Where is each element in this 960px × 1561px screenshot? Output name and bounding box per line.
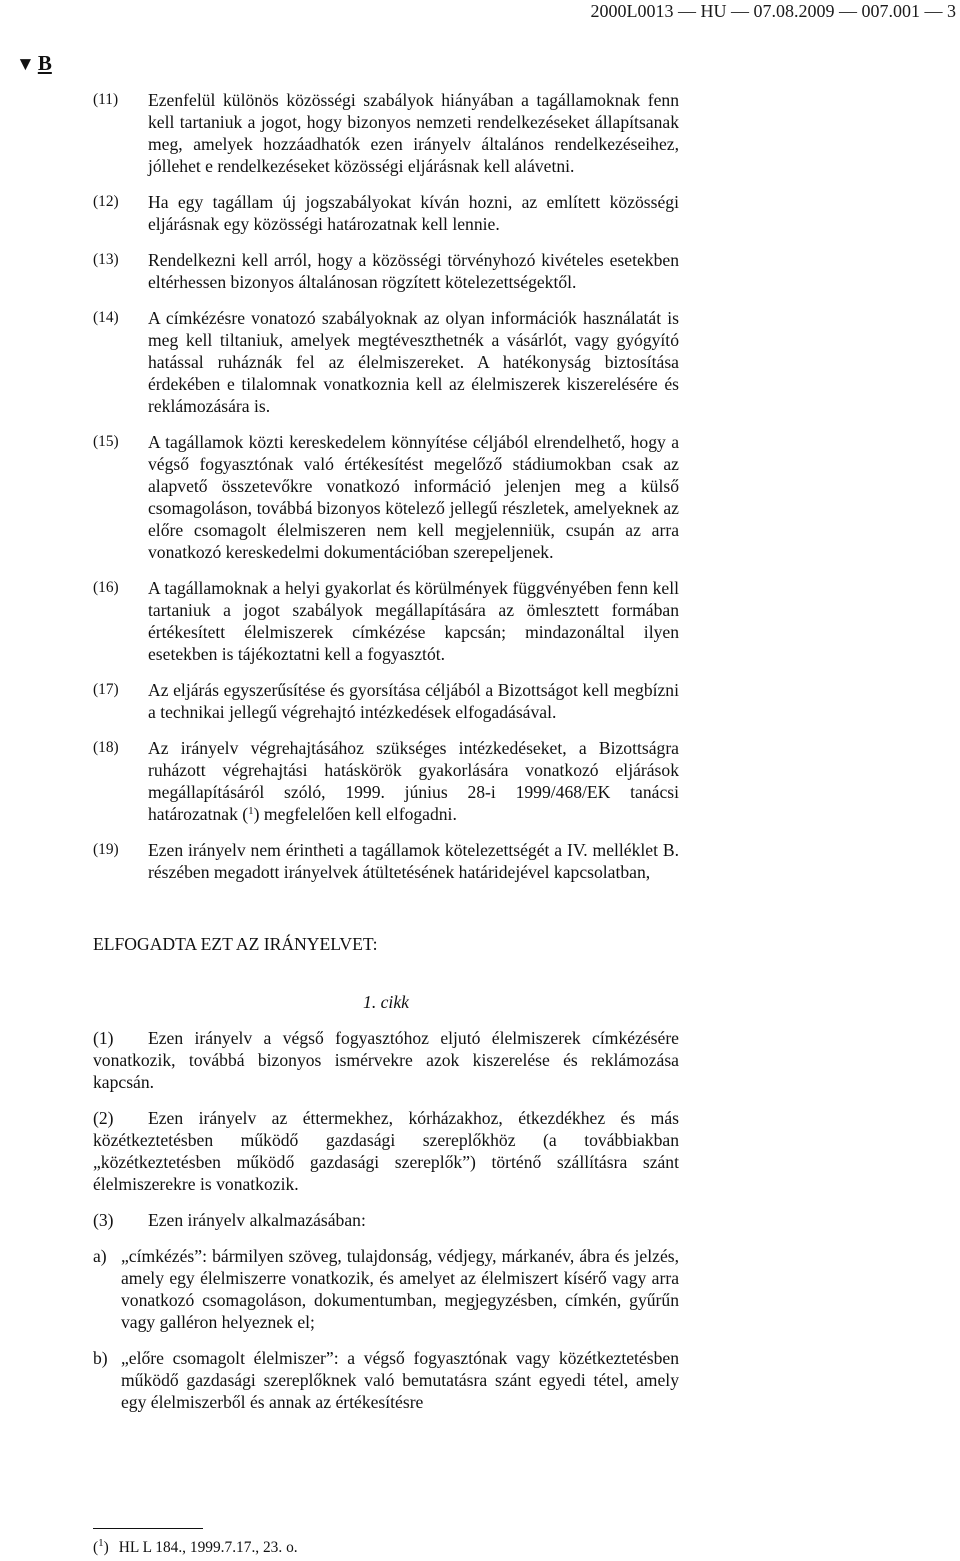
footnote-reference[interactable]: 1	[248, 805, 254, 817]
recital-number: (11)	[93, 91, 119, 108]
recital	[93, 307, 679, 417]
recital-number: (19)	[93, 841, 119, 858]
article-paragraph	[93, 1027, 679, 1093]
article-paragraph	[93, 1107, 679, 1195]
recital-number: (16)	[93, 579, 119, 596]
amendment-marker-letter: B	[37, 51, 52, 75]
item-label: a)	[93, 1246, 107, 1266]
article-paragraph	[93, 1209, 679, 1231]
document-header	[0, 0, 956, 22]
footnote-separator	[93, 1528, 203, 1529]
adoption-statement: ELFOGADTA EZT AZ IRÁNYELVET:	[93, 934, 378, 954]
recital-text: A címkézésre vonatozó szabályoknak az olyan információk használatát is meg kell tiltaniuk, amelyek megtéveszthetnék a vásárlót, vagy gyógyító hatással ruháznák fel az élelmiszereket. A hatékonyság biztosítása érdekében e tilalomnak vonatkoznia kell az élelmiszerek kiszerelésére és reklámozására is.	[148, 308, 679, 416]
footnote-text: HL L 184., 1999.7.17., 23. o.	[118, 1539, 298, 1556]
recital	[93, 89, 679, 177]
triangle-down-icon: ▼	[16, 54, 35, 75]
item-text: „címkézés”: bármilyen szöveg, tulajdonság, védjegy, márkanév, ábra és jelzés, amely egy élelmiszerre vonatkozik, és amelyet az élelmiszert kísérő vagy arra vonatkozó csomagoláson, dokumentumban, megjegyzésben, címkén, gyűrűn vagy galléron helyeznek el;	[121, 1246, 679, 1332]
definition-item	[93, 1245, 679, 1333]
recital-text: Rendelkezni kell arról, hogy a közösségi törvényhozó kivételes esetekben eltérhessen bizonyos általánosan rögzített kötelezettségektől.	[148, 250, 679, 292]
recital-number: (17)	[93, 681, 119, 698]
recital-text: A tagállamok közti kereskedelem könnyítése céljából elrendelhető, hogy a végső fogyasztónak való értékesítést megelőző stádiumokban csak az alapvető összetevőkre vonatkozó információ jelenjen meg a külső csomagoláson, továbbá bizonyos kötelező jellegű részletek, amelyeknek az előre csomagolt élelmiszeren nem kell megjelenniük, csupán az arra vonatkozó kereskedelmi dokumentációban szerepeljenek.	[148, 432, 679, 562]
item-label: b)	[93, 1348, 108, 1368]
recital	[93, 191, 679, 235]
recital-text: A tagállamoknak a helyi gyakorlat és körülmények függvényében fenn kell tartaniuk a jogot szabályok megállapítására az ömlesztett formában értékesített élelmiszerek címkézése kapcsán; mindazonáltal ilyen esetekben is tájékoztatni kell a fogyasztót.	[148, 578, 679, 664]
definition-item	[93, 1347, 679, 1413]
recital	[93, 737, 679, 825]
paragraph-number: (2)	[93, 1108, 114, 1128]
recital-number: (14)	[93, 309, 119, 326]
recital-text: Ha egy tagállam új jogszabályokat kíván hozni, az említett közösségi eljárásnak egy közösségi határozatnak kell lennie.	[148, 192, 679, 234]
recital	[93, 679, 679, 723]
paragraph-number: (3)	[93, 1210, 114, 1230]
footnote-number	[93, 1539, 109, 1556]
document-body	[93, 89, 679, 1427]
paragraph-text: Ezen irányelv alkalmazásában:	[148, 1210, 366, 1230]
recital-number: (18)	[93, 739, 119, 756]
item-text: „előre csomagolt élelmiszer”: a végső fogyasztónak vagy közétkeztetésben működő gazdasági szereplőknek való bemutatásra szánt egyedi tétel, amely egy élelmiszerből és annak az értékesítésre	[121, 1348, 679, 1412]
footnote	[93, 1538, 298, 1558]
recital-text: Ezenfelül különös közösségi szabályok hiányában a tagállamoknak fenn kell tartaniuk a jogot, hogy bizonyos nemzeti rendelkezéseket állapítsanak meg, amelyek hozzáadhatók ezen irányelv általános rendelkezéseihez, jóllehet e rendelkezéseket közösségi eljárásnak kell alávetni.	[148, 90, 679, 176]
footnote-number-close: )	[103, 1539, 109, 1556]
footnote-number-sup: 1	[98, 1537, 104, 1549]
recital	[93, 249, 679, 293]
paragraph-number: (1)	[93, 1028, 114, 1048]
recital-text	[148, 737, 679, 825]
amendment-marker	[16, 51, 52, 77]
recital	[93, 839, 679, 883]
recital-text-before: Az irányelv végrehajtásához szükséges intézkedéseket, a Bizottságra ruházott végrehajtási hatáskörök gyakorlására vonatkozó eljárások megállapításáról szóló, 1999. június 28-i 1999/468/EK tanácsi határozatnak (	[148, 738, 679, 824]
paragraph-text: Ezen irányelv az éttermekhez, kórházakhoz, étkezdékhez és más közétkeztetésben működő gazdasági szereplőkhöz (a továbbiakban „közétkeztetésben működő gazdasági szereplők”) történő szállításra szánt élelmiszerekre is vonatkozik.	[93, 1108, 679, 1194]
footnote-number-open: (	[93, 1539, 99, 1556]
recital-text-after: ) megfelelően kell elfogadni.	[253, 804, 457, 824]
paragraph-text: Ezen irányelv a végső fogyasztóhoz eljutó élelmiszerek címkézésére vonatkozik, továbbá bizonyos ismérvekre azok kiszerelése és reklámozása kapcsán.	[93, 1028, 679, 1092]
recital-number: (12)	[93, 193, 119, 210]
recital-text: Az eljárás egyszerűsítése és gyorsítása céljából a Bizottságot kell megbízni a technikai jellegű végrehajtó intézkedések elfogadásával.	[148, 680, 679, 722]
recital-number: (15)	[93, 433, 119, 450]
recital-number: (13)	[93, 251, 119, 268]
article-title: 1. cikk	[363, 992, 409, 1012]
recital	[93, 577, 679, 665]
recital	[93, 431, 679, 563]
document-reference: 2000L0013 — HU — 07.08.2009 — 007.001 — 3	[590, 1, 956, 21]
recital-text: Ezen irányelv nem érintheti a tagállamok kötelezettségét a IV. melléklet B. részében megadott irányelvek átültetésének határidejével kapcsolatban,	[148, 840, 679, 882]
